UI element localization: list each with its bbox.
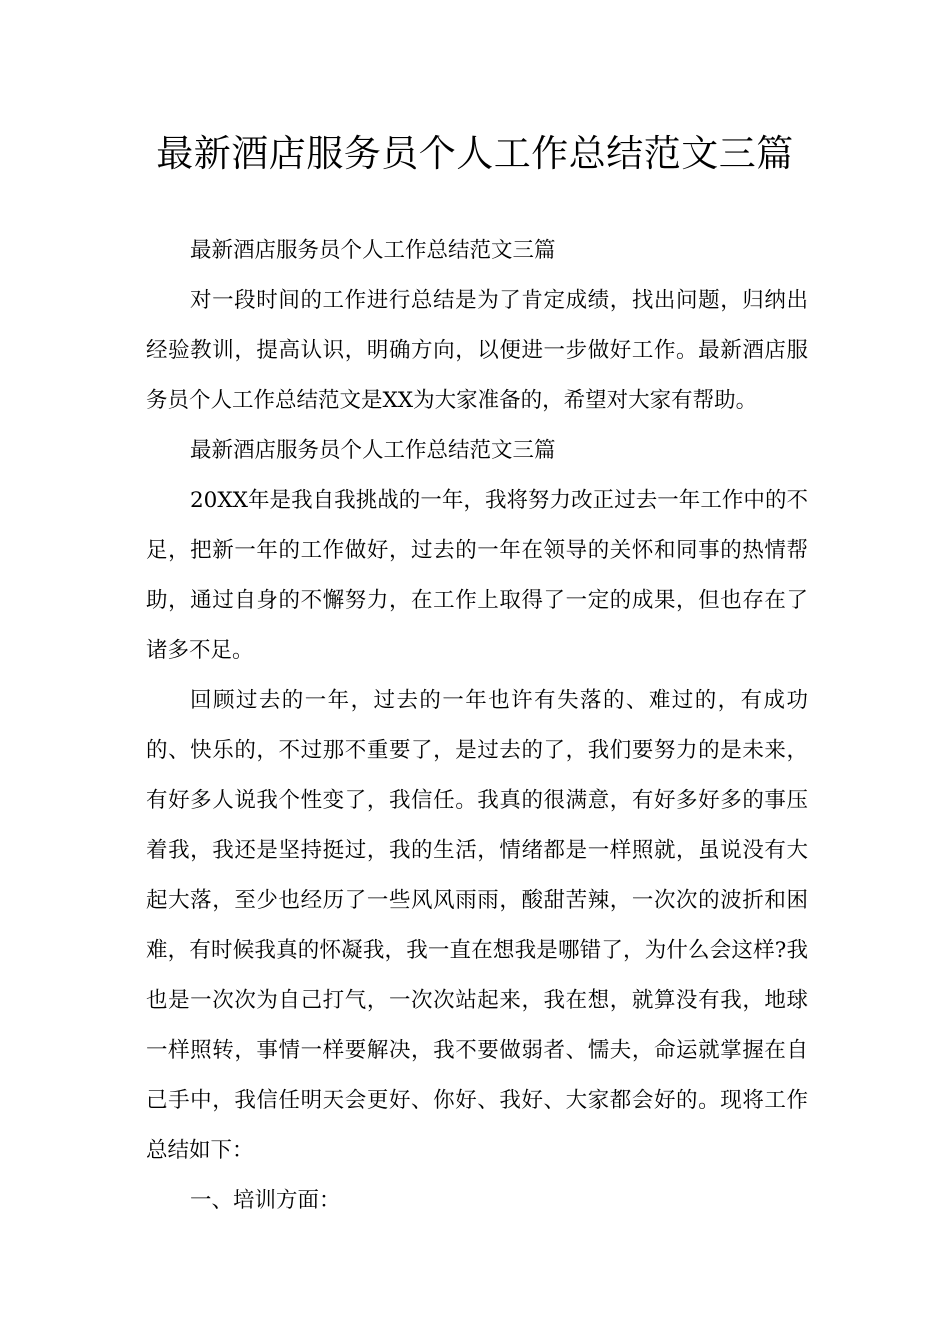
- section-heading-training: 一、培训方面：: [190, 1188, 341, 1213]
- paragraph-intro: 对一段时间的工作进行总结是为了肯定成绩，找出问题，归纳出经验教训，提高认识，明确方向，以便进一步做好工作。最新酒店服务员个人工作总结范文是XX为大家准备的，希望对大家有帮助。: [146, 288, 808, 413]
- paragraph-review: 回顾过去的一年，过去的一年也许有失落的、难过的，有成功的、快乐的，不过那不重要了，是过去的了，我们要努力的是未来，有好多人说我个性变了，我信任。我真的很满意，有好多好多的事压着我，我还是坚持挺过，我的生活，情绪都是一样照就，虽说没有大起大落，至少也经历了一些风风雨雨，酸甜苦辣，一次次的波折和困难，有时候我真的怀凝我，我一直在想我是哪错了，为什么会这样?我也是一次次为自己打气，一次次站起来，我在想，就算没有我，地球一样照转，事情一样要解决，我不要做弱者、懦夫，命运就掌握在自己手中，我信任明天会更好、你好、我好、大家都会好的。现将工作总结如下：: [146, 688, 808, 1163]
- paragraph-subtitle: 最新酒店服务员个人工作总结范文三篇: [190, 238, 556, 263]
- paragraph-subtitle-repeat: 最新酒店服务员个人工作总结范文三篇: [190, 438, 556, 463]
- paragraph-year-challenge: 20XX年是我自我挑战的一年，我将努力改正过去一年工作中的不足，把新一年的工作做好，过去的一年在领导的关怀和同事的热情帮助，通过自身的不懈努力，在工作上取得了一定的成果，但也存在了诸多不足。: [146, 488, 808, 663]
- document-body: [146, 226, 808, 1226]
- document-title: 最新酒店服务员个人工作总结范文三篇: [156, 132, 794, 175]
